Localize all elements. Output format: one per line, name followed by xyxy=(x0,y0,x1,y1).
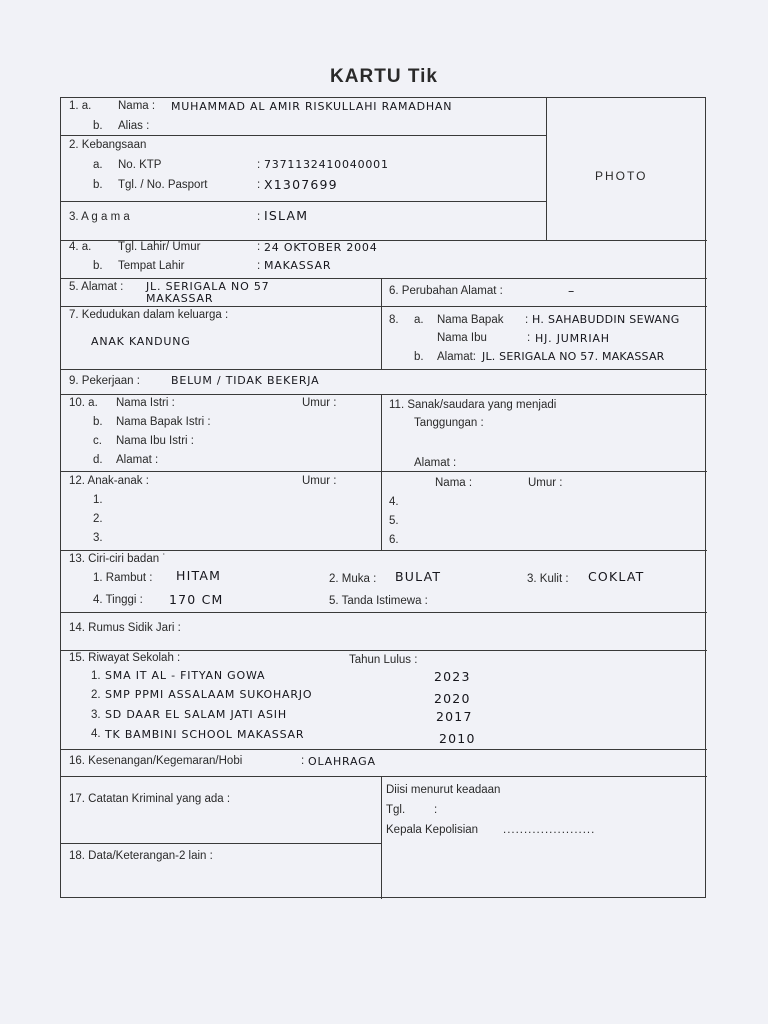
child-item: 1. xyxy=(93,494,103,506)
graduation-year-label: Tahun Lulus : xyxy=(349,654,418,666)
other-notes-label: 18. Data/Keterangan-2 lain : xyxy=(69,850,213,862)
divider xyxy=(381,776,382,899)
s8-b: b. xyxy=(414,351,424,363)
divider xyxy=(61,749,707,750)
religion-value: ISLAM xyxy=(264,208,309,223)
school-year: 2017 xyxy=(436,709,473,724)
s10-a: 10. a. xyxy=(69,397,98,409)
father-colon: : xyxy=(525,314,529,326)
form-table xyxy=(60,97,706,898)
birthdate-colon: : xyxy=(257,241,261,253)
s2-a: a. xyxy=(93,159,103,171)
alias-label: Alias : xyxy=(118,120,150,132)
hobby-label: 16. Kesenangan/Kegemaran/Hobi xyxy=(69,755,243,767)
special-marks-label: 5. Tanda Istimewa : xyxy=(329,595,428,607)
divider xyxy=(546,98,547,240)
form-title: KARTU Tik xyxy=(330,66,438,87)
religion-colon: : xyxy=(257,211,261,223)
dependents-label-line1: 11. Sanak/saudara yang menjadi xyxy=(389,399,557,411)
hobby-colon: : xyxy=(301,755,305,767)
occupation-value: BELUM / TIDAK BEKERJA xyxy=(171,374,320,387)
address-value-line1: JL. SERIGALA NO 57 xyxy=(146,280,270,293)
parents-address-value: JL. SERIGALA NO 57. MAKASSAR xyxy=(482,350,665,363)
school-number: 3. xyxy=(91,709,101,721)
s2-b: b. xyxy=(93,179,103,191)
school-history-label: 15. Riwayat Sekolah : xyxy=(69,652,181,664)
school-number: 4. xyxy=(91,728,101,740)
hobby-value: OLAHRAGA xyxy=(308,755,376,768)
school-year: 2020 xyxy=(434,691,471,706)
fingerprint-label: 14. Rumus Sidik Jari : xyxy=(69,622,181,634)
address-value-line2: MAKASSAR xyxy=(146,292,214,305)
s4-b: b. xyxy=(93,260,103,272)
hair-label: 1. Rambut : xyxy=(93,572,153,584)
school-name: SMA IT AL - FITYAN GOWA xyxy=(105,669,266,682)
name-label: Nama : xyxy=(118,100,156,112)
school-year: 2023 xyxy=(434,669,471,684)
skin-value: COKLAT xyxy=(588,569,645,584)
birthdate-value: 24 OKTOBER 2004 xyxy=(264,241,378,254)
hair-value: HITAM xyxy=(176,568,222,583)
birthplace-value: MAKASSAR xyxy=(264,259,332,272)
school-name: TK BAMBINI SCHOOL MAKASSAR xyxy=(105,728,305,741)
divider xyxy=(381,278,382,369)
physical-traits-label: 13. Ciri-ciri badan ˙ xyxy=(69,553,167,565)
s1-number: 1. a. xyxy=(69,100,92,112)
s4-a: 4. a. xyxy=(69,241,92,253)
divider xyxy=(61,612,707,613)
s8-number: 8. xyxy=(389,314,399,326)
filled-according-label: Diisi menurut keadaan xyxy=(386,784,501,796)
children-age-label: Umur : xyxy=(302,475,337,487)
mother-label: Nama Ibu xyxy=(437,332,487,344)
birthplace-colon: : xyxy=(257,260,261,272)
child-item: 2. xyxy=(93,513,103,525)
child-item: 3. xyxy=(93,532,103,544)
police-chief-signature-line: ...................... xyxy=(503,824,596,836)
children-label: 12. Anak-anak : xyxy=(69,475,149,487)
height-label: 4. Tinggi : xyxy=(93,594,143,606)
divider xyxy=(61,135,546,136)
birthplace-label: Tempat Lahir xyxy=(118,260,185,272)
s8-a: a. xyxy=(414,314,424,326)
police-chief-label: Kepala Kepolisian xyxy=(386,824,479,836)
divider xyxy=(61,776,707,777)
ktp-colon: : xyxy=(257,159,261,171)
date-colon: : xyxy=(434,804,438,816)
family-position-label: 7. Kedudukan dalam keluarga : xyxy=(69,309,229,321)
wife-label: Nama Istri : xyxy=(116,397,175,409)
date-label: Tgl. xyxy=(386,804,406,816)
wife-age-label: Umur : xyxy=(302,397,337,409)
parents-address-label: Alamat: xyxy=(437,351,476,363)
dependents-address-label: Alamat : xyxy=(414,457,457,469)
dependents-label-line2: Tanggungan : xyxy=(414,417,484,429)
children-age-label-right: Umur : xyxy=(528,477,563,489)
skin-label: 3. Kulit : xyxy=(527,573,569,585)
divider xyxy=(61,843,381,844)
divider xyxy=(61,394,707,395)
school-name: SD DAAR EL SALAM JATI ASIH xyxy=(105,708,287,721)
children-name-label-right: Nama : xyxy=(435,477,473,489)
wife-address-label: Alamat : xyxy=(116,454,159,466)
passport-value: X1307699 xyxy=(264,177,338,192)
face-label: 2. Muka : xyxy=(329,573,377,585)
mother-colon: : xyxy=(527,332,531,344)
divider xyxy=(381,394,382,550)
mother-value: HJ. JUMRIAH xyxy=(535,332,610,345)
religion-label: 3. A g a m a xyxy=(69,211,130,223)
address-change-label: 6. Perubahan Alamat : xyxy=(389,285,503,297)
occupation-label: 9. Pekerjaan : xyxy=(69,375,140,387)
criminal-record-label: 17. Catatan Kriminal yang ada : xyxy=(69,793,231,805)
divider xyxy=(61,471,707,472)
family-position-value: ANAK KANDUNG xyxy=(91,335,191,348)
birthdate-label: Tgl. Lahir/ Umur xyxy=(118,241,201,253)
ktp-value: 7371132410040001 xyxy=(264,158,389,171)
s10-d: d. xyxy=(93,454,103,466)
passport-label: Tgl. / No. Pasport xyxy=(118,179,208,191)
father-label: Nama Bapak xyxy=(437,314,504,326)
nationality-heading: 2. Kebangsaan xyxy=(69,139,147,151)
school-name: SMP PPMI ASSALAAM SUKOHARJO xyxy=(105,688,313,701)
school-year: 2010 xyxy=(439,731,476,746)
address-label: 5. Alamat : xyxy=(69,281,124,293)
ktp-label: No. KTP xyxy=(118,159,162,171)
child-item: 5. xyxy=(389,515,399,527)
divider xyxy=(61,369,707,370)
height-value: 170 CM xyxy=(169,592,224,607)
child-item: 4. xyxy=(389,496,399,508)
divider xyxy=(61,201,546,202)
wife-father-label: Nama Bapak Istri : xyxy=(116,416,211,428)
s10-c: c. xyxy=(93,435,102,447)
passport-colon: : xyxy=(257,179,261,191)
school-number: 2. xyxy=(91,689,101,701)
address-change-value: – xyxy=(568,283,576,298)
face-value: BULAT xyxy=(395,569,442,584)
name-value: MUHAMMAD AL AMIR RISKULLAHI RAMADHAN xyxy=(171,100,453,113)
wife-mother-label: Nama Ibu Istri : xyxy=(116,435,194,447)
father-value: H. SAHABUDDIN SEWANG xyxy=(532,313,680,326)
child-item: 6. xyxy=(389,534,399,546)
s1-b: b. xyxy=(93,120,103,132)
photo-label: PHOTO xyxy=(595,169,648,183)
s10-b: b. xyxy=(93,416,103,428)
school-number: 1. xyxy=(91,670,101,682)
divider xyxy=(61,550,707,551)
